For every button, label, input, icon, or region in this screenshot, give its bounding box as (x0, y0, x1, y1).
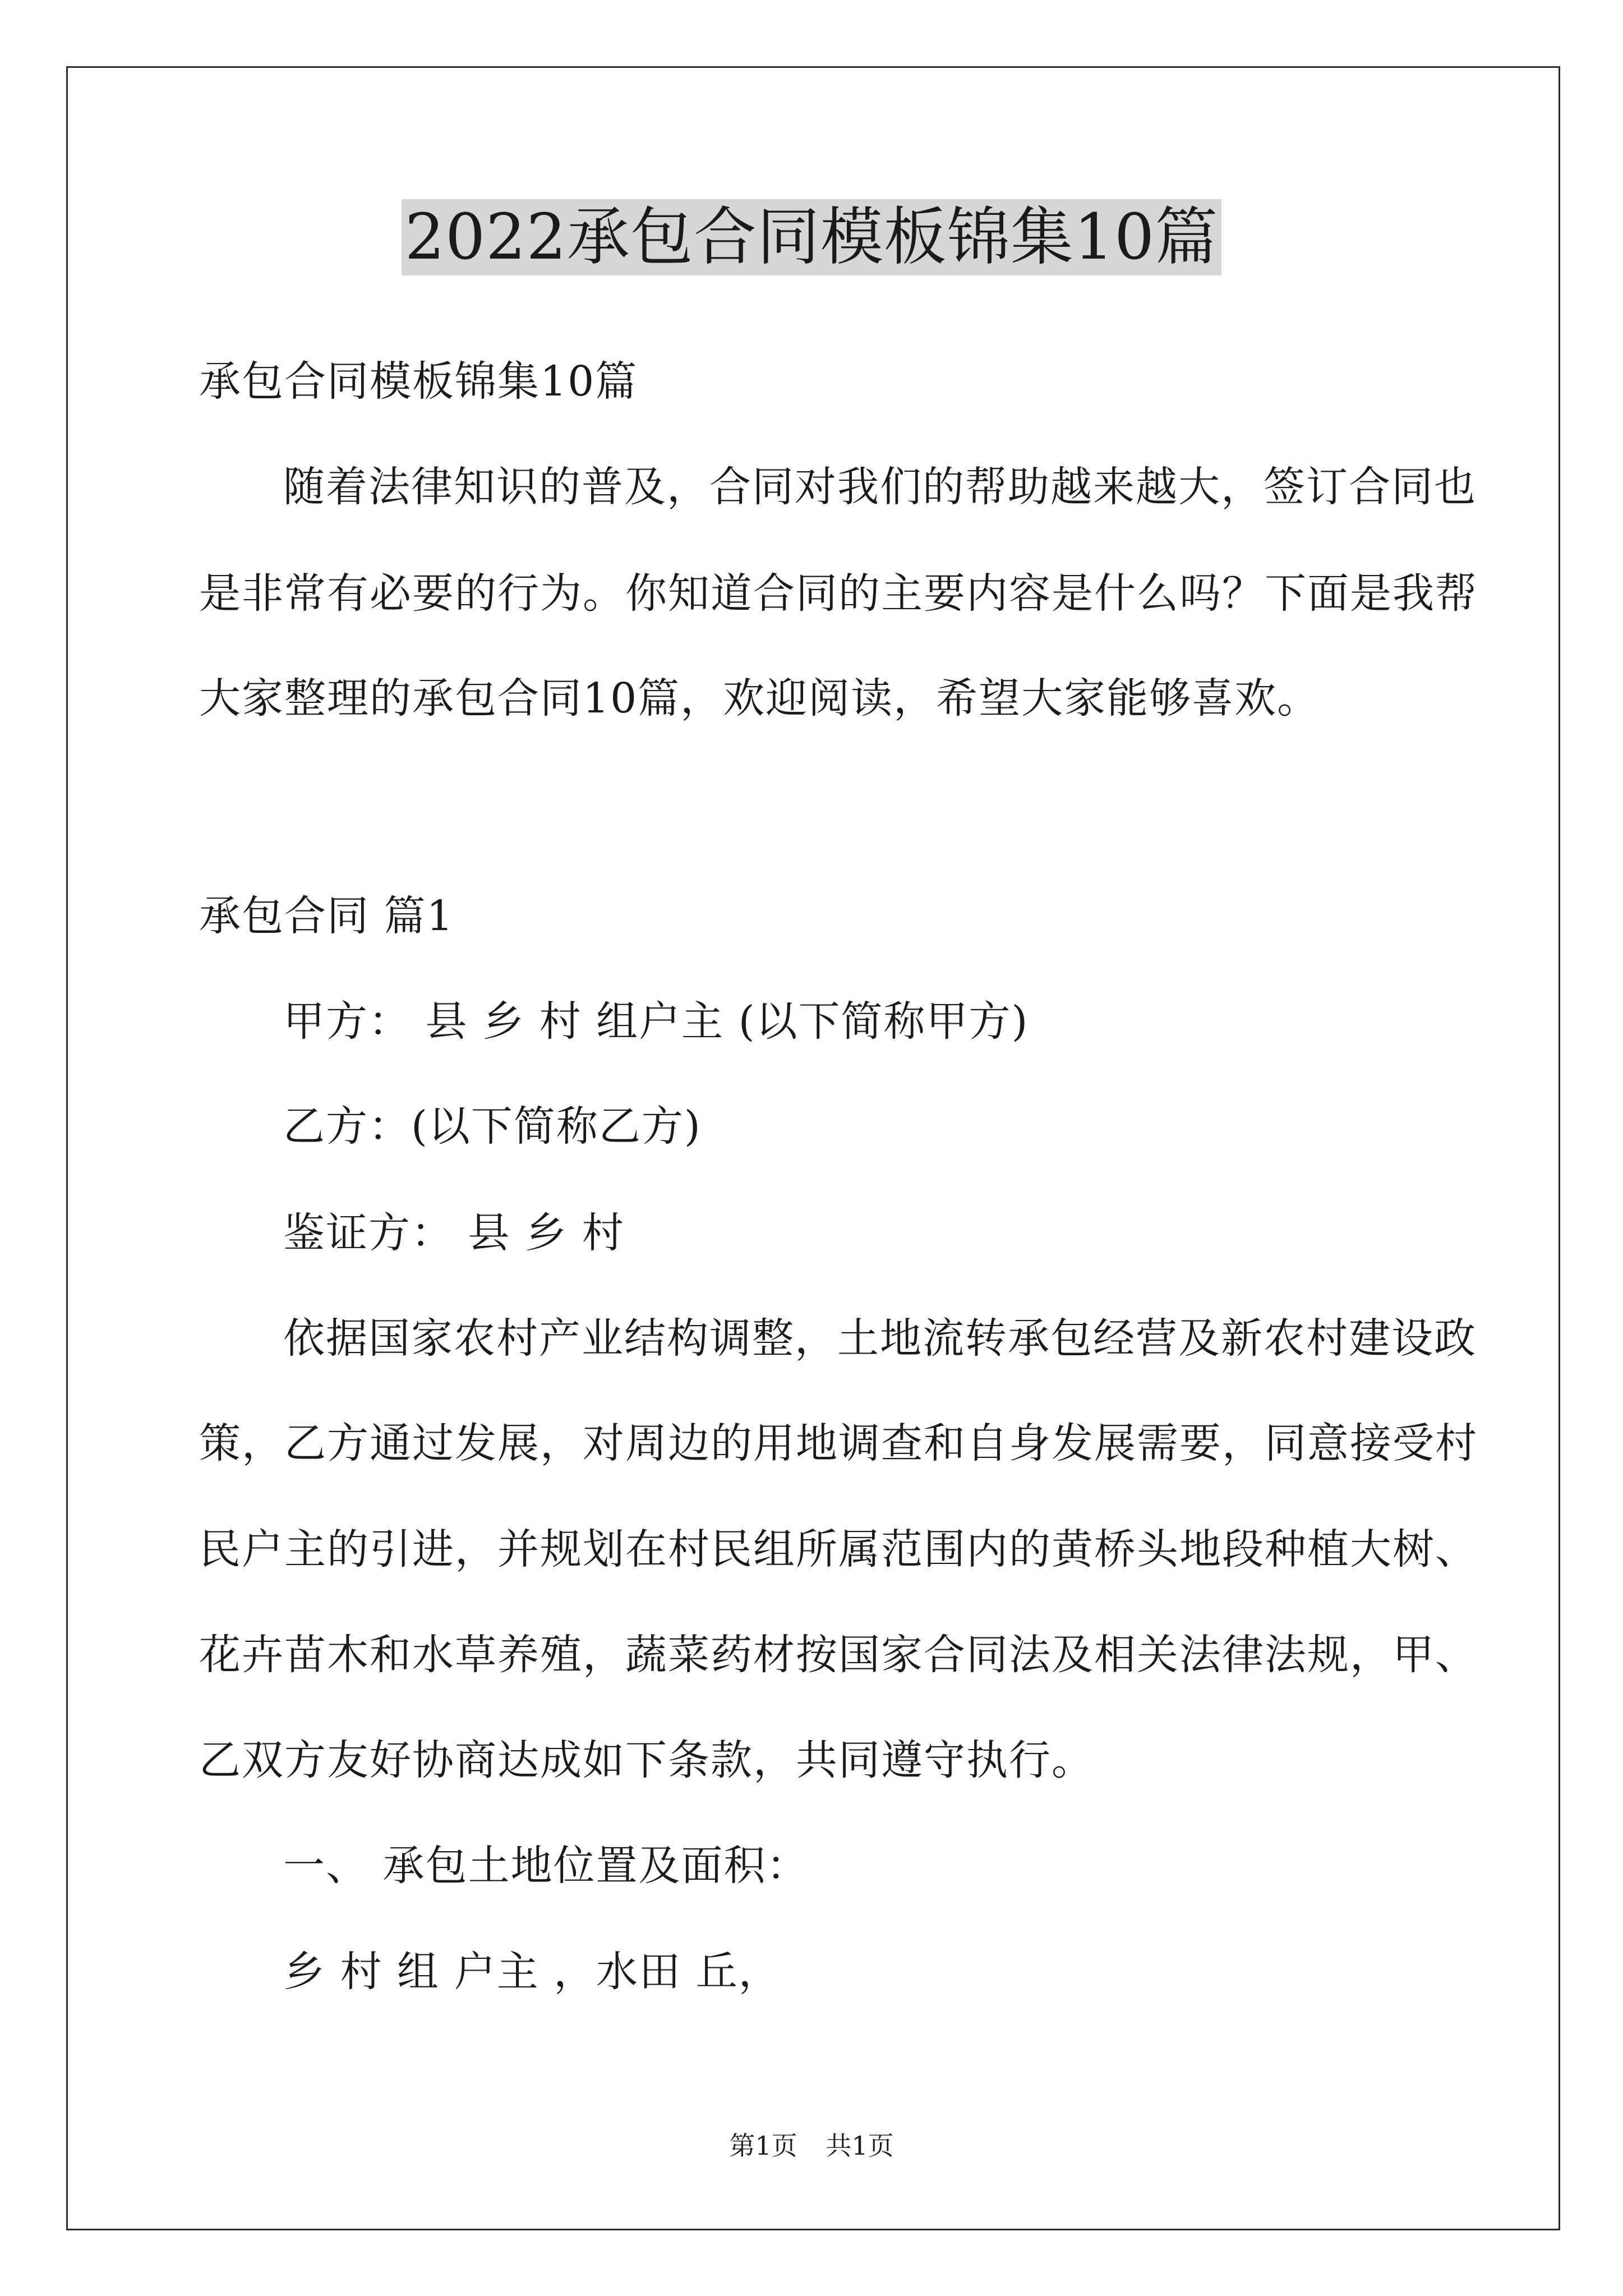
body-line-1: 依据国家农村产业结构调整，土地流转承包经营及新农村建设政 (283, 1314, 1477, 1363)
intro-line-1: 随着法律知识的普及，合同对我们的帮助越来越大，签订合同也 (283, 463, 1477, 511)
party-a-line: 甲方： 县 乡 村 组户主 (以下简称甲方) (283, 997, 1029, 1046)
party-b-line: 乙方：(以下简称乙方) (283, 1102, 702, 1151)
title-wrapper (0, 199, 1623, 275)
intro-line-2: 是非常有必要的行为。你知道合同的主要内容是什么吗？下面是我帮 (199, 569, 1478, 618)
section-heading: 承包合同 篇1 (199, 892, 454, 940)
body-line-5: 乙双方友好协商达成如下条款，共同遵守执行。 (199, 1736, 1094, 1784)
document-subtitle: 承包合同模板锦集10篇 (199, 357, 638, 406)
body-line-3: 民户主的引进，并规划在村民组所属范围内的黄桥头地段种植大树、 (199, 1525, 1478, 1573)
intro-line-3: 大家整理的承包合同10篇，欢迎阅读，希望大家能够喜欢。 (199, 674, 1320, 723)
document-title: 2022承包合同模板锦集10篇 (402, 199, 1222, 275)
clause-1-line: 乡 村 组 户主 ，水田 丘， (283, 1948, 781, 1996)
page-footer (0, 2129, 1623, 2162)
clause-1-heading: 一、 承包土地位置及面积： (283, 1842, 809, 1890)
page-number: 第1页 (729, 2131, 797, 2161)
body-line-4: 花卉苗木和水草养殖，蔬菜药材按国家合同法及相关法律法规，甲、 (199, 1631, 1478, 1679)
body-line-2: 策，乙方通过发展，对周边的用地调查和自身发展需要，同意接受村 (199, 1419, 1478, 1467)
page-total: 共1页 (826, 2131, 894, 2161)
witness-line: 鉴证方： 县 乡 村 (283, 1209, 625, 1257)
